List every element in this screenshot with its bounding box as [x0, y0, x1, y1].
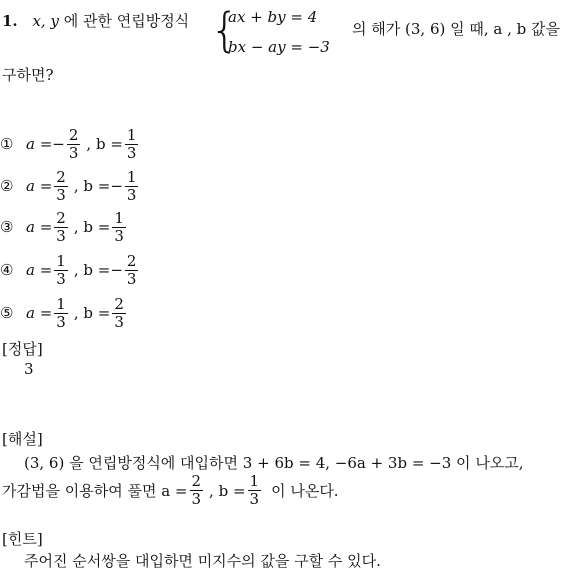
option-4[interactable]: ④ a = $\frac{1}{3}$ , b = − $\frac{2}{3}$ [0, 251, 137, 288]
fraction: $\frac{1}{3}$ [126, 125, 137, 162]
question-variables: x, y [32, 12, 59, 30]
option-marker: ② [0, 177, 14, 195]
option-marker: ⑤ [0, 304, 14, 322]
question-line-2: 구하면? [2, 66, 54, 84]
hint-label: [힌트] [2, 530, 43, 548]
explanation-line-1: (3, 6) 을 연립방정식에 대입하면 3 + 6b = 4, −6a + 3b = −3 이 나오고, [24, 454, 524, 472]
equation-1: ax + by = 4 [228, 8, 318, 26]
fraction: $\frac{2}{3}$ [56, 208, 66, 245]
hint-text: 주어진 순서쌍을 대입하면 미지수의 값을 구할 수 있다. [24, 552, 381, 570]
fraction: $\frac{1}{3}$ [249, 472, 260, 508]
equation-2: bx − ay = −3 [228, 38, 330, 56]
question-text-head: 에 관한 연립방정식 [63, 12, 190, 30]
option-marker: ③ [0, 218, 14, 236]
explanation-line-2: 가감법을 이용하여 풀면 a = $\frac{2}{3}$ , b = $\frac{1}{3}$ 이 나온다. [2, 472, 339, 508]
option-marker: ① [0, 135, 14, 153]
option-3[interactable]: ③ a = $\frac{2}{3}$ , b = $\frac{1}{3}$ [0, 208, 124, 245]
answer-label: [정답] [2, 340, 43, 358]
question-line-1 [2, 10, 189, 31]
fraction: $\frac{2}{3}$ [68, 125, 79, 162]
option-5[interactable]: ⑤ a = $\frac{1}{3}$ , b = $\frac{2}{3}$ [0, 294, 124, 331]
option-marker: ④ [0, 261, 14, 279]
fraction: $\frac{2}{3}$ [114, 294, 124, 331]
fraction: $\frac{1}{3}$ [114, 208, 124, 245]
question-number: 1. [2, 12, 18, 30]
explanation-label: [해설] [2, 430, 43, 448]
fraction: $\frac{2}{3}$ [126, 251, 137, 288]
option-2[interactable]: ② a = $\frac{2}{3}$ , b = − $\frac{1}{3}$ [0, 167, 137, 204]
fraction: $\frac{1}{3}$ [126, 167, 137, 204]
fraction: $\frac{1}{3}$ [56, 294, 66, 331]
system-brace: { [210, 3, 240, 57]
answer-value: 3 [24, 360, 34, 378]
fraction: $\frac{2}{3}$ [191, 472, 202, 508]
fraction: $\frac{2}{3}$ [56, 167, 66, 204]
fraction: $\frac{1}{3}$ [56, 251, 66, 288]
option-1[interactable]: ① a = − $\frac{2}{3}$ , b = $\frac{1}{3}$ [0, 125, 137, 162]
question-text-tail: 의 해가 (3, 6) 일 때, a , b 값을 [352, 20, 560, 38]
options-list [0, 122, 140, 334]
